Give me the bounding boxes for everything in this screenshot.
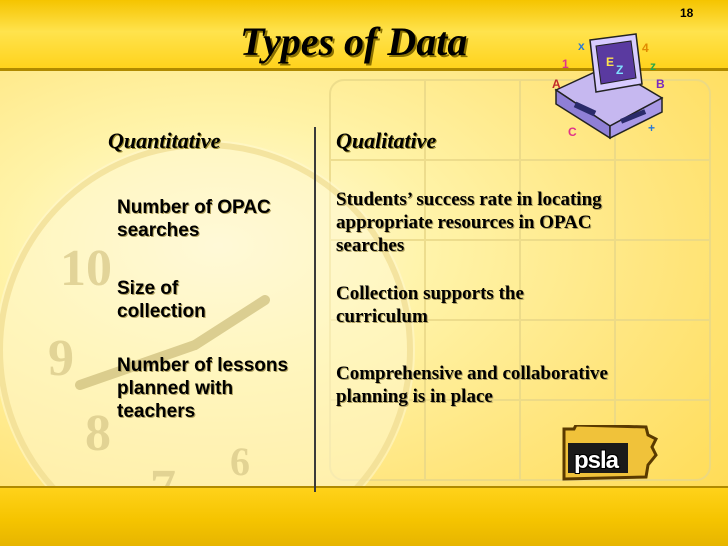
quantitative-heading: Quantitative	[108, 128, 221, 153]
svg-text:C: C	[568, 125, 577, 139]
clock-numeral: 8	[85, 405, 111, 462]
slide-number: 18	[680, 6, 694, 20]
footer-bar	[0, 488, 728, 546]
svg-text:z: z	[650, 59, 656, 73]
computer-clipart-icon	[538, 28, 678, 158]
clock-numeral: 10	[60, 240, 112, 297]
clock-numeral: 6	[230, 439, 250, 484]
svg-text:x: x	[578, 39, 585, 53]
logo-text: psla	[573, 447, 619, 474]
svg-text:A: A	[552, 77, 561, 91]
column-divider	[314, 127, 316, 492]
slide-title: Types of Data	[240, 19, 468, 64]
svg-text:Z: Z	[616, 63, 624, 77]
svg-text:+: +	[648, 121, 656, 135]
qualitative-item: Comprehensive and collaborative planning is in place	[336, 363, 608, 407]
qualitative-heading: Qualitative	[336, 128, 437, 153]
quantitative-item: Number of lessons planned with teachers	[117, 355, 289, 422]
svg-text:E: E	[606, 55, 615, 69]
svg-text:4: 4	[642, 41, 649, 55]
qualitative-item: Collection supports the curriculum	[336, 283, 524, 327]
qualitative-item: Students’ success rate in locating appropriate resources in OPAC searches	[336, 189, 602, 256]
quantitative-item: Size of collection	[117, 278, 206, 322]
quantitative-item: Number of OPAC searches	[117, 197, 271, 241]
svg-text:1: 1	[562, 57, 569, 71]
clock-numeral: 9	[48, 330, 74, 387]
svg-text:B: B	[656, 77, 665, 91]
